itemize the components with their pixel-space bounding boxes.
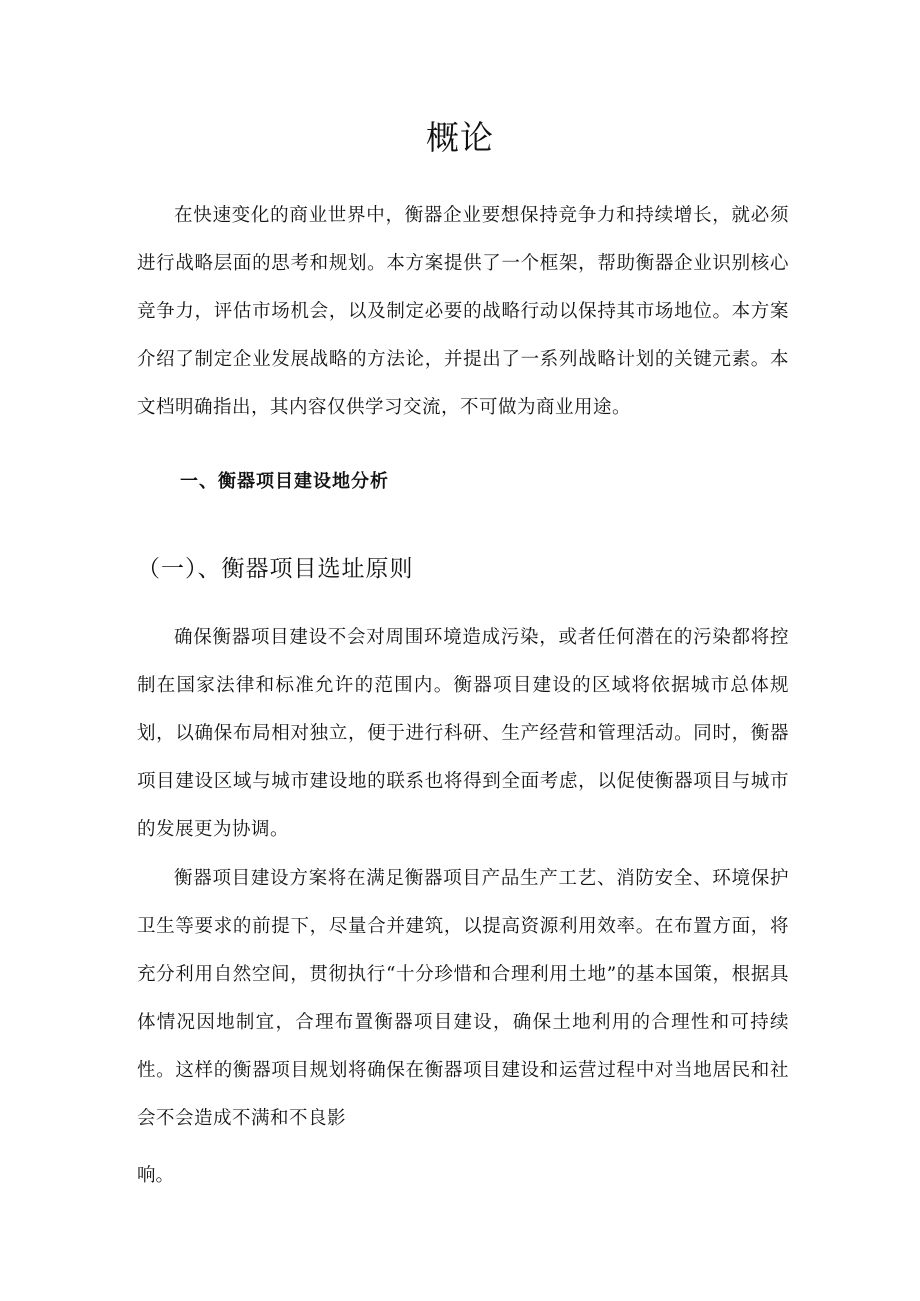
body-paragraph-1: 确保衡器项目建设不会对周围环境造成污染，或者任何潜在的污染都将控制在国家法律和标准允许的范围内。衡器项目建设的区域将依据城市总体规划，以确保布局相对独立，便于进行科研、生产经营和管理活动。同时，衡器项目建设区域与城市建设地的联系也将得到全面考虑，以促使衡器项目与城市的发展更为协调。	[137, 627, 789, 840]
intro-paragraph: 在快速变化的商业世界中，衡器企业要想保持竞争力和持续增长，就必须进行战略层面的思考和规划。本方案提供了一个框架，帮助衡器企业识别核心竞争力，评估市场机会，以及制定必要的战略行动以保持其市场地位。本方案介绍了制定企业发展战略的方法论，并提出了一系列战略计划的关键元素。本文档明确指出，其内容仅供学习交流，不可做为商业用途。	[137, 205, 789, 418]
body-paragraph-2: 衡器项目建设方案将在满足衡器项目产品生产工艺、消防安全、环境保护卫生等要求的前提下，尽量合并建筑，以提高资源利用效率。在布置方面，将充分利用自然空间，贯彻执行“十分珍惜和合理利用土地”的基本国策，根据具体情况因地制宜，合理布置衡器项目建设，确保土地利用的合理性和可持续性。这样的衡器项目规划将确保在衡器项目建设和运营过程中对当地居民和社会不会造成不满和不良影	[137, 868, 789, 1129]
section-heading: 一、衡器项目建设地分析	[180, 471, 389, 492]
page-title: 概论	[426, 118, 494, 157]
subsection-heading: （一）、衡器项目选址原则	[137, 556, 414, 582]
body-paragraph-2-tail: 响。	[137, 1165, 175, 1186]
